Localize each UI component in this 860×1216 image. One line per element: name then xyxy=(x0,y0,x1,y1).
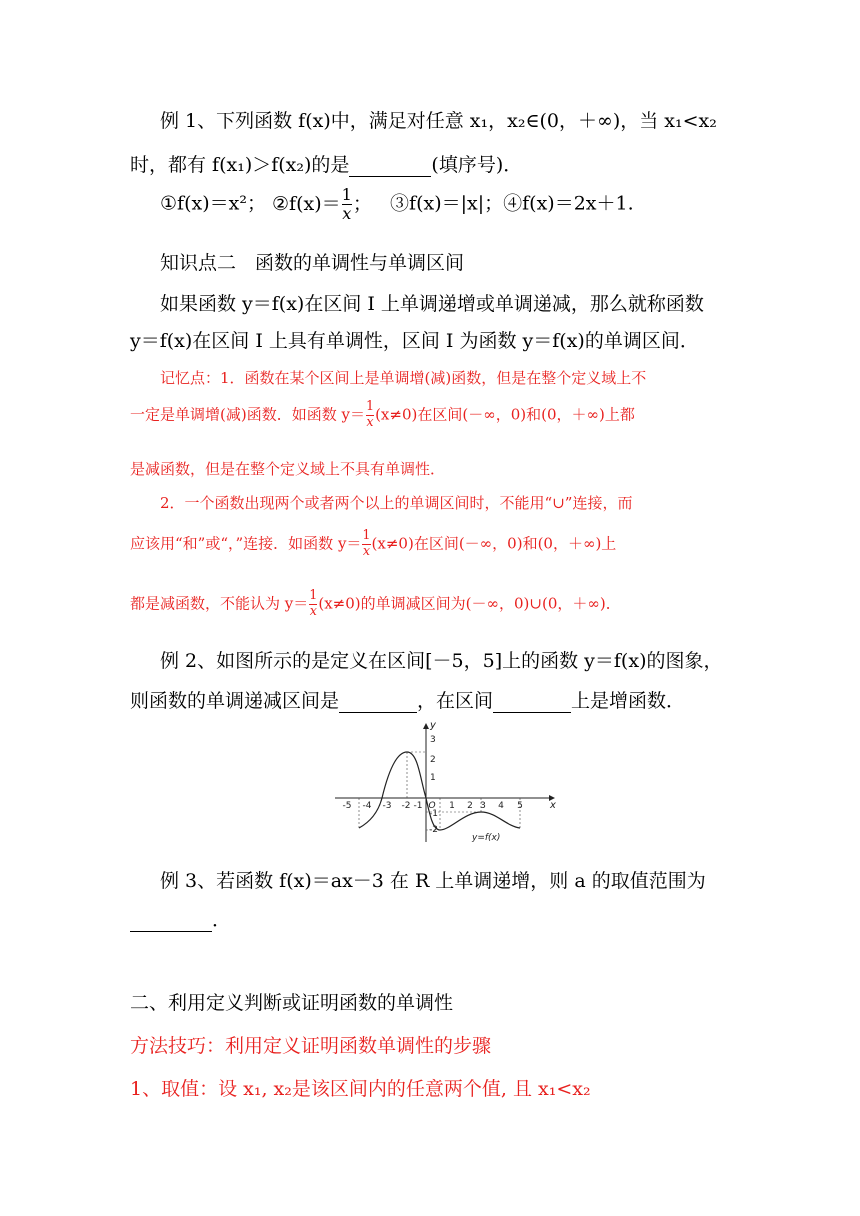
function-graph xyxy=(330,718,560,848)
memo-line4: 2．一个函数出现两个或者两个以上的单调区间时，不能用“∪”连接，而 xyxy=(160,494,633,512)
memo-fraction-1-num: 1 xyxy=(365,399,375,414)
memo-fraction-1 xyxy=(366,401,374,430)
y-tick-neg1: -1 xyxy=(429,809,438,819)
y-tick-3: 3 xyxy=(430,735,436,745)
option-2-pre: ②f(x)＝ xyxy=(272,192,341,215)
memo-line5 xyxy=(130,530,616,559)
option-2 xyxy=(272,185,372,224)
x-tick-4: 4 xyxy=(498,801,504,811)
curve-label: y=f(x) xyxy=(472,833,501,843)
answer-blank-a xyxy=(130,909,212,932)
memo-line2-post: (x≠0)在区间(－∞，0)和(0，＋∞)上都 xyxy=(375,405,635,424)
memo-line5-post: (x≠0)在区间(－∞，0)和(0，＋∞)上 xyxy=(371,534,617,553)
memo-fraction-2 xyxy=(362,530,370,559)
x-tick-neg5: -5 xyxy=(342,801,352,811)
memo-fraction-2-den: x xyxy=(362,543,371,559)
knowledge-point-2-title: 知识点二 函数的单调性与单调区间 xyxy=(160,252,465,274)
memo-line2 xyxy=(130,401,635,430)
example3-line2 xyxy=(130,905,231,932)
section2-title: 二、利用定义判断或证明函数的单调性 xyxy=(130,992,454,1014)
memo-line2-pre: 一定是单调增(减)函数．如函数 y＝ xyxy=(130,405,365,424)
x-tick-neg3: -3 xyxy=(382,801,392,811)
x-tick-1: 1 xyxy=(449,801,455,811)
x-tick-5: 5 xyxy=(517,801,523,811)
fraction-denominator: x xyxy=(342,204,352,224)
step1: 1、取值：设 x₁, x₂是该区间内的任意两个值, 且 x₁<x₂ xyxy=(130,1078,591,1100)
origin-label: O xyxy=(428,801,436,811)
memo-fraction-3-num: 1 xyxy=(309,588,318,603)
example1-line2 xyxy=(130,150,522,177)
example2-line2-c: 上是增函数． xyxy=(571,690,686,712)
memo-fraction-3-den: x xyxy=(309,603,317,619)
memo-line3: 是减函数，但是在整个定义域上不具有单调性． xyxy=(130,460,446,478)
memo-line6-post: (x≠0)的单调减区间为(－∞，0)∪(0，＋∞)． xyxy=(318,594,621,613)
memo-fraction-2-num: 1 xyxy=(362,528,371,543)
y-axis-label: y xyxy=(430,720,436,731)
example3-line2-post: ． xyxy=(212,909,232,931)
x-tick-neg4: -4 xyxy=(362,801,372,811)
answer-blank-decreasing xyxy=(339,690,417,713)
y-tick-1: 1 xyxy=(430,773,436,783)
y-tick-neg2: -2 xyxy=(429,825,438,835)
example2-line2 xyxy=(130,686,685,713)
function-curve xyxy=(359,752,520,830)
kp2-line1: 如果函数 y＝f(x)在区间 I 上单调递增或单调递减，那么就称函数 xyxy=(160,293,704,315)
x-tick-neg2: -2 xyxy=(401,801,411,811)
memo-line5-pre: 应该用“和”或“，”连接．如函数 y＝ xyxy=(130,534,362,553)
x-axis-label: x xyxy=(550,800,556,811)
example1-options xyxy=(160,187,634,222)
example2-line1: 例 2、如图所示的是定义在区间[－5，5]上的函数 y＝f(x)的图象， xyxy=(160,650,723,672)
memo-line1: 记忆点：1．函数在某个区间上是单调增(减)函数，但是在整个定义域上不 xyxy=(160,369,647,387)
example2-line2-a: 则函数的单调递减区间是 xyxy=(130,690,340,712)
x-tick-3: 3 xyxy=(480,801,486,811)
answer-blank xyxy=(349,154,431,177)
example3-line1: 例 3、若函数 f(x)＝ax－3 在 R 上单调递增，则 a 的取值范围为 xyxy=(160,870,706,892)
y-tick-2: 2 xyxy=(430,755,436,765)
memo-fraction-1-den: x xyxy=(366,414,374,430)
x-tick-2: 2 xyxy=(467,801,473,811)
example1-line2-post: (填序号)． xyxy=(431,154,523,176)
fraction-numerator: 1 xyxy=(341,185,352,204)
example2-line2-b: ，在区间 xyxy=(417,690,494,712)
example1-line2-pre: 时，都有 f(x₁)＞f(x₂)的是 xyxy=(130,154,350,176)
memo-fraction-3 xyxy=(309,590,317,619)
option-1: ①f(x)＝x²； xyxy=(160,192,266,215)
memo-line6-pre: 都是减函数，不能认为 y＝ xyxy=(130,594,309,613)
example1-line1: 例 1、下列函数 f(x)中，满足对任意 x₁，x₂∈(0，＋∞)，当 x₁<x₂ xyxy=(160,110,717,132)
method-title: 方法技巧：利用定义证明函数单调性的步骤 xyxy=(130,1035,492,1057)
option-3: ③f(x)＝|x|； xyxy=(390,192,504,215)
option-2-post: ； xyxy=(352,192,372,215)
kp2-line2: y＝f(x)在区间 I 上具有单调性，区间 I 为函数 y＝f(x)的单调区间． xyxy=(130,330,699,352)
answer-blank-increasing xyxy=(493,690,571,713)
x-tick-neg1: -1 xyxy=(413,801,423,811)
memo-line6 xyxy=(130,590,621,619)
fraction-one-over-x xyxy=(342,187,352,222)
option-4: ④f(x)＝2x＋1. xyxy=(503,192,634,215)
